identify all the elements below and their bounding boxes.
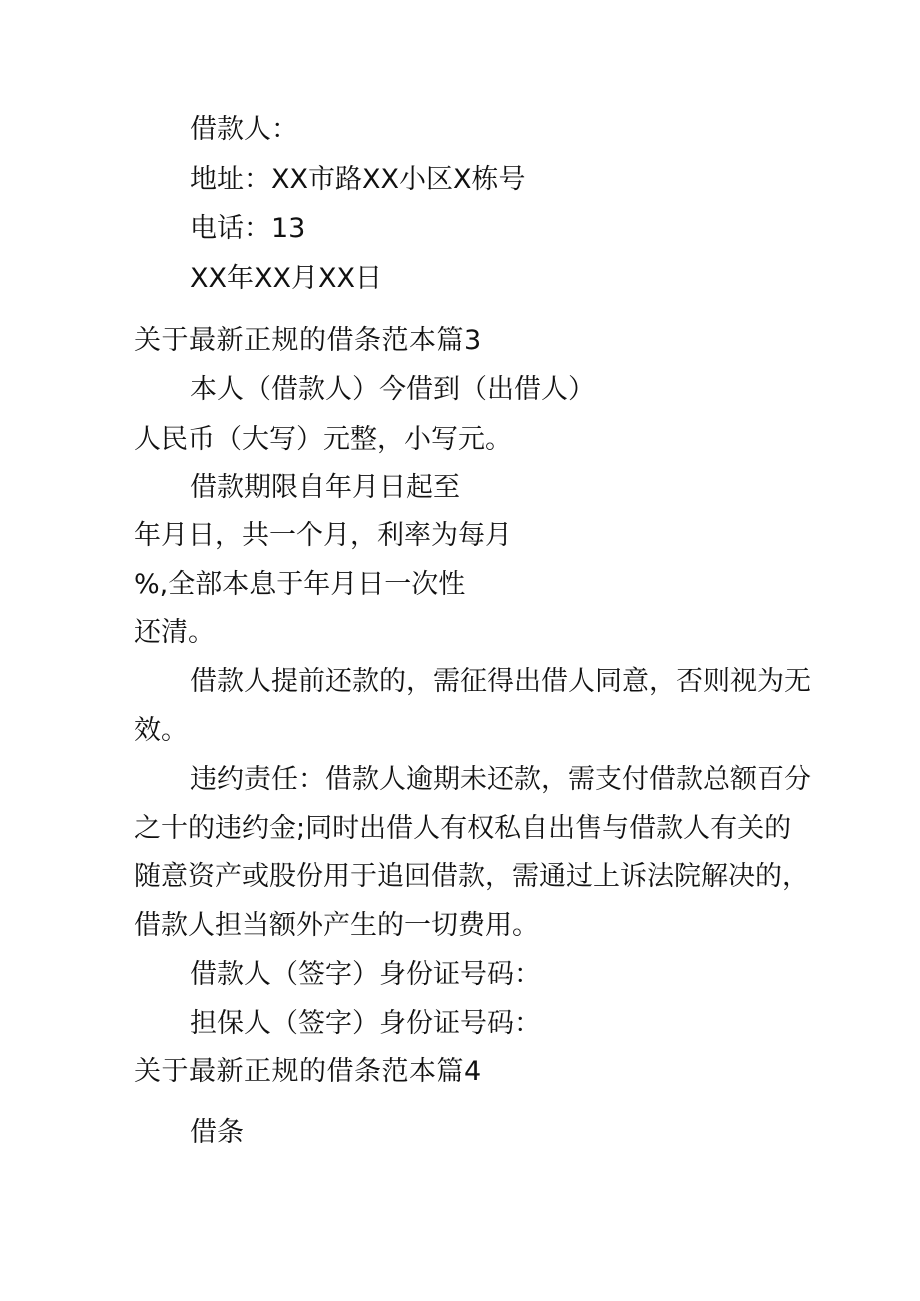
paragraph-line: 效。 — [134, 715, 188, 746]
paragraph-line: 人民币（大写）元整，小写元。 — [134, 424, 512, 455]
section-heading-4: 关于最新正规的借条范本篇4 — [134, 1056, 482, 1087]
paragraph-line: 还清。 — [134, 617, 215, 648]
address-line: 地址：XX市路XX小区X栋号 — [190, 164, 526, 195]
iou-title: 借条 — [190, 1117, 244, 1148]
paragraph-line: 随意资产或股份用于追回借款，需通过上诉法院解决的， — [134, 861, 809, 892]
paragraph-line: 借款期限自年月日起至 — [190, 472, 460, 503]
paragraph-line: 本人（借款人）今借到（出借人） — [190, 374, 595, 405]
paragraph-line: 之十的违约金;同时出借人有权私自出售与借款人有关的 — [134, 813, 792, 844]
borrower-label: 借款人： — [190, 114, 298, 145]
paragraph-line: 借款人提前还款的，需征得出借人同意，否则视为无 — [190, 666, 811, 697]
section-heading-3: 关于最新正规的借条范本篇3 — [134, 325, 482, 356]
paragraph-line: 借款人担当额外产生的一切费用。 — [134, 910, 539, 941]
signature-line-borrower: 借款人（签字）身份证号码： — [190, 959, 541, 990]
date-line: XX年XX月XX日 — [190, 263, 382, 294]
paragraph-line: %,全部本息于年月日一次性 — [134, 569, 466, 600]
signature-line-guarantor: 担保人（签字）身份证号码： — [190, 1008, 541, 1039]
paragraph-line: 年月日，共一个月，利率为每月 — [134, 520, 512, 551]
phone-line: 电话：13 — [190, 213, 306, 244]
paragraph-line: 违约责任：借款人逾期未还款，需支付借款总额百分 — [190, 764, 811, 795]
